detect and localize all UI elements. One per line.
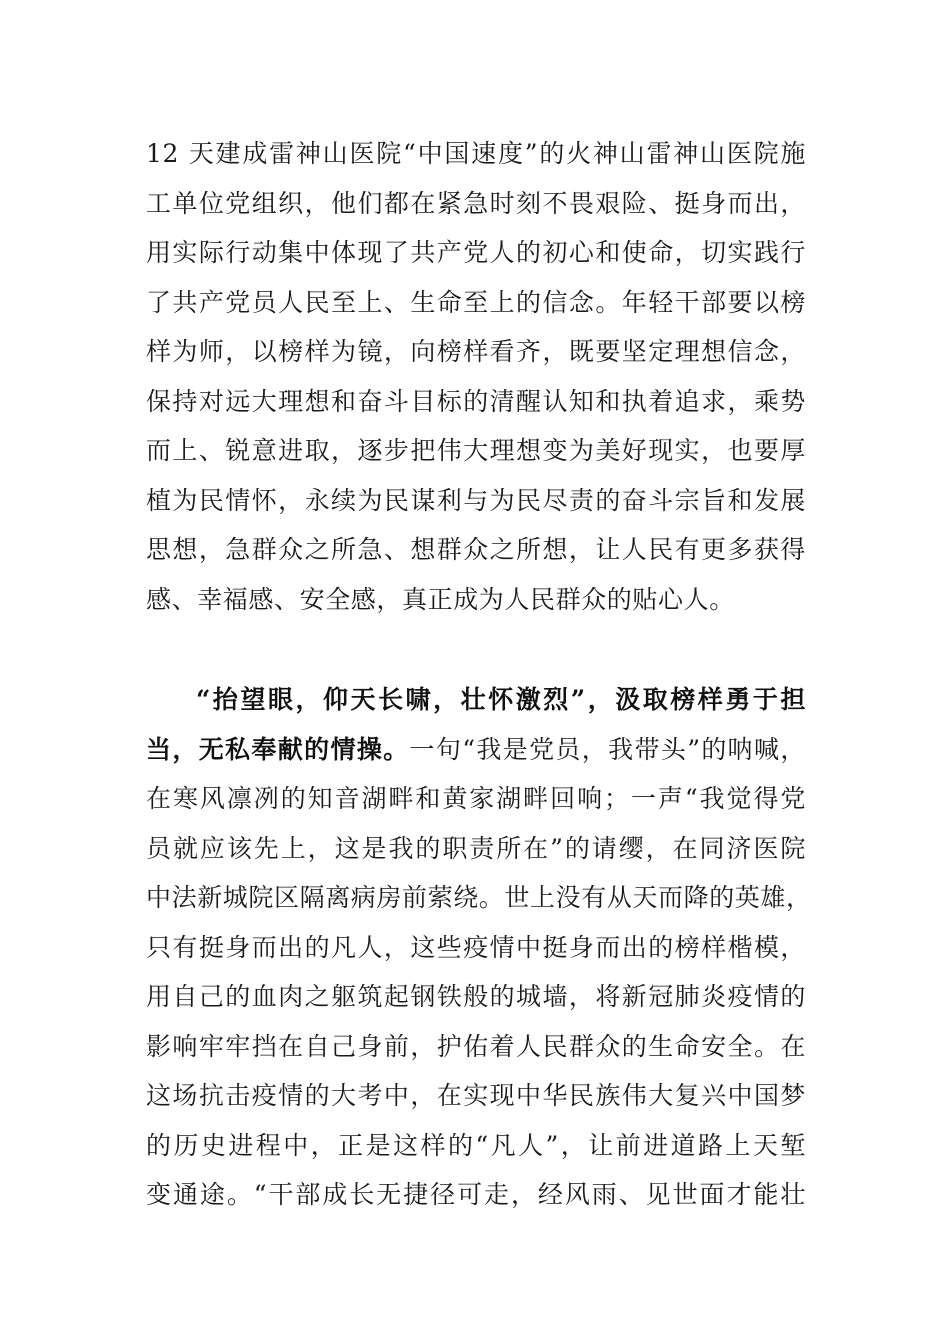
text-line: 员就应该先上，这是我的职责所在”的请缨，在同济医院 xyxy=(146,833,806,863)
text-line: 变通途。“干部成长无捷径可走，经风雨、见世面才能壮 xyxy=(146,1180,806,1209)
text-run: 一句“我是党员，我带头”的呐喊， xyxy=(409,734,806,764)
paragraph-1 xyxy=(146,129,806,624)
text-line: 的历史进程中，正是这样的“凡人”，让前进道路上天堑 xyxy=(146,1130,806,1160)
text-line: 保持对远大理想和奋斗目标的清醒认知和执着追求，乘势 xyxy=(146,386,806,416)
text-line: 而上、锐意进取，逐步把伟大理想变为美好现实，也要厚 xyxy=(146,436,806,465)
text-line: 感、幸福感、安全感，真正成为人民群众的贴心人。 xyxy=(146,584,735,614)
paragraph-heading: “抬望眼，仰天长啸，壮怀激烈”，汲取榜样勇于担 xyxy=(196,685,806,714)
paragraph-2 xyxy=(146,675,812,1220)
text-line: 用实际行动集中体现了共产党人的初心和使命，切实践行 xyxy=(146,238,806,267)
text-line: 用自己的血肉之躯筑起钢铁般的城墙，将新冠肺炎疫情的 xyxy=(146,982,806,1011)
text-line: 只有挺身而出的凡人，这些疫情中挺身而出的榜样楷模， xyxy=(146,932,806,962)
paragraph-heading-end: 当，无私奉献的情操。 xyxy=(146,734,410,764)
text-line: 样为师，以榜样为镜，向榜样看齐，既要坚定理想信念， xyxy=(146,337,806,366)
text-line: 在寒风凛冽的知音湖畔和黄家湖畔回响；一声“我觉得党 xyxy=(146,784,806,813)
text-line: 中法新城院区隔离病房前萦绕。世上没有从天而降的英雄， xyxy=(146,883,812,912)
text-line: 植为民情怀，永续为民谋利与为民尽责的奋斗宗旨和发展 xyxy=(146,485,806,515)
text-line: 这场抗击疫情的大考中，在实现中华民族伟大复兴中国梦 xyxy=(146,1081,806,1110)
text-line: 工单位党组织，他们都在紧急时刻不畏艰险、挺身而出， xyxy=(146,188,806,218)
text-line: 思想，急群众之所急、想群众之所想，让人民有更多获得 xyxy=(146,535,806,564)
text-line: 影响牢牢挡在自己身前，护佑着人民群众的生命安全。在 xyxy=(146,1031,806,1061)
text-line-mixed xyxy=(146,725,806,775)
text-line: 12 天建成雷神山医院“中国速度”的火神山雷神山医院施 xyxy=(146,139,806,168)
text-line: 了共产党员人民至上、生命至上的信念。年轻干部要以榜 xyxy=(146,287,806,317)
